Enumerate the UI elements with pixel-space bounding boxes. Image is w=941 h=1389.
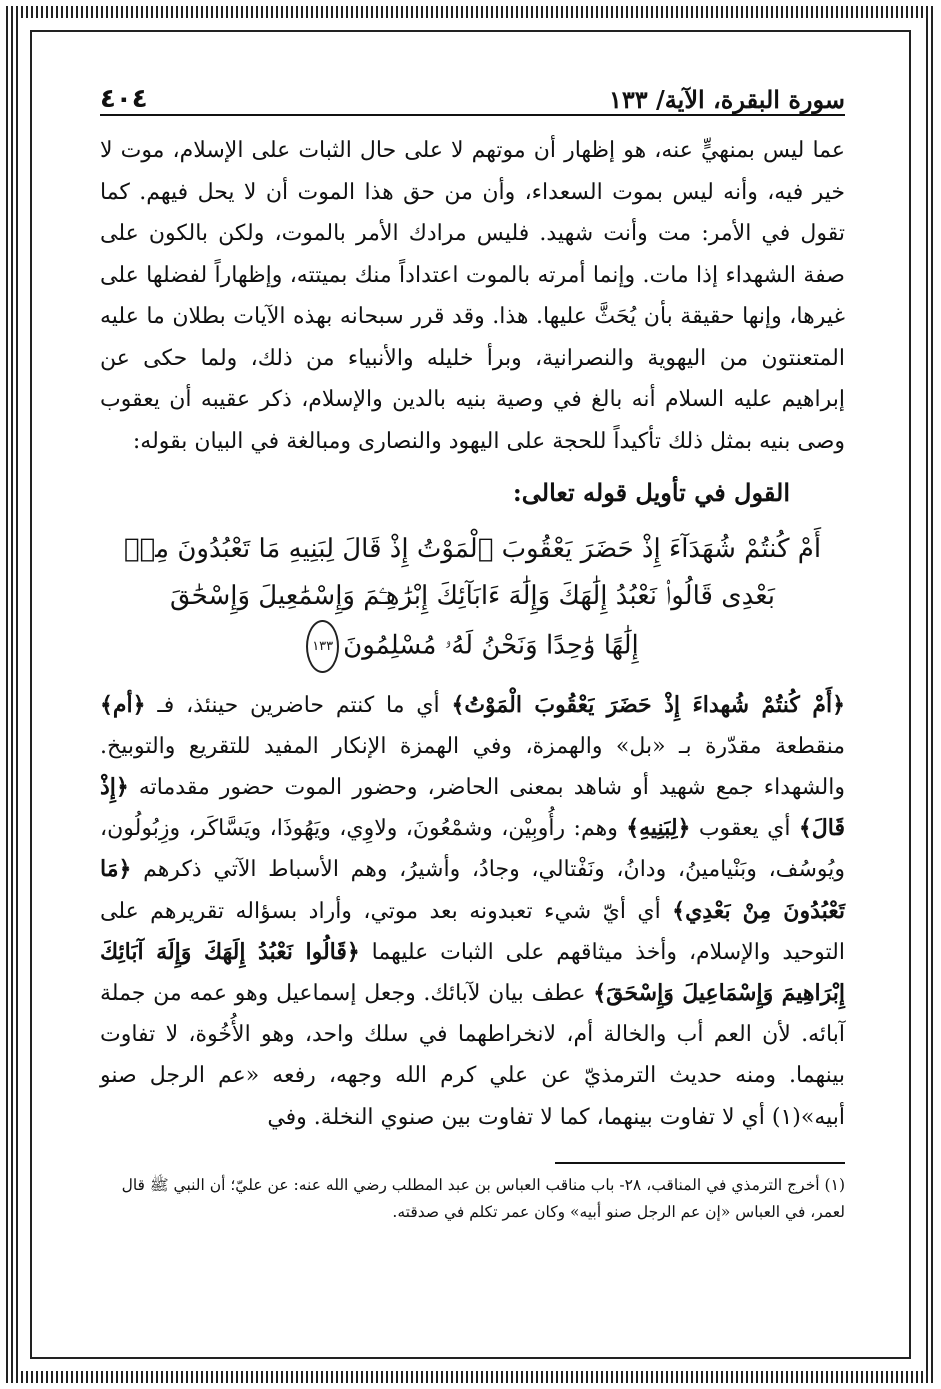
tafsir-text: أي ما كنتم حاضرين حينئذ، فـ [145,692,452,718]
tafsir-paragraph [100,685,845,1138]
verse-number-marker: ١٣٣ [306,620,339,673]
quran-line-3-text: إِلَٰهًا وَٰحِدًا وَنَحْنُ لَهُۥ مُسْلِمُونَ [343,630,639,660]
tafsir-text: عطف بيان لآبائك. وجعل إسماعيل وهو عمه من جملة آبائه. لأن العم أب والخالة أم، لانخراطهما في سلك واحد، وهو الأُخُوة، لا تفاوت بينهما. ومنه حديث الترمذيّ عن علي كرم الله وجهه، رفعه «عم الرجل صنو أبيه» [100,980,845,1130]
quran-quote: ﴿إِذْ قَالَ﴾ [100,773,845,842]
quran-verse [100,526,845,673]
tafsir-text: أي أيّ شيء تعبدونه بعد موتي، وأراد بسؤاله تقريرهم على التوحيد والإسلام، وأخذ ميثاقهم على الثبات عليهما [100,898,846,965]
main-text [100,130,845,1138]
quran-quote: ﴿لِبَنِيهِ﴾ [626,815,691,842]
footnote-separator [555,1162,845,1164]
quran-line-3 [100,620,845,673]
running-header [100,70,845,116]
quran-quote: ﴿أَمْ كُنتُمْ شُهداءَ إِذْ حَضَرَ يَعْقُوبَ الْمَوْتُ﴾ [451,691,845,718]
tafsir-text: أي يعقوب [690,816,799,842]
quran-quote: ﴿مَا تَعْبُدُونَ مِنْ بَعْدِي﴾ [100,856,845,924]
page-number: ٤٠٤ [100,84,148,114]
quran-line-2: بَعْدِى قَالُوا۟ نَعْبُدُ إِلَٰهَكَ وَإِلَٰهَ ءَابَآئِكَ إِبْرَٰهِـۧمَ وَإِسْمَٰعِيلَ وَإِسْحَٰقَ [170,580,775,611]
footnote [100,1172,845,1226]
section-heading: القول في تأويل قوله تعالى: [512,478,790,507]
intro-paragraph: عما ليس بمنهيٍّ عنه، هو إظهار أن موتهم لا على حال الثبات على الإسلام، موت لا خير فيه، وأنه ليس بموت السعداء، وأن من حق هذا الموت أن لا يحل فيهم. كما تقول في الأمر: مت وأنت شهيد. فليس مرادك الأمر بالموت، ولكن بالكون على صفة الشهداء إذا مات. وإنما أمرته بالموت اعتداداً منك بميتته، وإظهاراً لفضلها على غيرها، وإنها حقيقة بأن يُحَثَّ عليها. هذا. وقد قرر سبحانه بهذه الآيات بطلان ما عليه المتعنتون من اليهوية والنصرانية، وبرأ خليله والأنبياء من ذلك، ولما حكى عن إبراهيم عليه السلام أنه بالغ في وصية بنيه بالدين والإسلام، ذكر عقيبه أن يعقوب وصى بنيه بمثل ذلك تأكيداً للحجة على اليهود والنصارى ومبالغة في البيان بقوله: [100,138,846,454]
quran-quote: ﴿أم﴾ [100,691,146,718]
quran-line-1: أَمْ كُنتُمْ شُهَدَآءَ إِذْ حَضَرَ يَعْقُوبَ ٱلْمَوْتُ إِذْ قَالَ لِبَنِيهِ مَا تَعْبُدُونَ مِنۢ [123,533,822,564]
tafsir-text: (١) [771,1104,801,1130]
quran-quote: ﴿قَالُوا نَعْبُدُ إِلَهَكَ وَإِلَهَ آبَائِكَ إِبْرَاهِيمَ وَإِسْمَاعِيلَ وَإِسْحَقَ﴾ [100,938,845,1006]
footnote-marker: (١) [824,1175,845,1194]
tafsir-text: وهم: رأُوبِيْن، وشمْعُونَ، ولاوِي، ويَهُوذَا، ويَسَّاكَر، وزِبُولُون، ويُوسُف، وبَنْيامينُ، ودانُ، ونَفْتالي، وجادُ، وأشيرُ، وهم الأسباط الآتي ذكرهم [100,816,845,883]
tafsir-text: منقطعة مقدّرة بـ «بل» والهمزة، وفي الهمزة الإنكار المفيد للتقريع والتوبيخ. والشهداء جمع شهيد أو شاهد بمعنى الحاضر، وحضور الموت حضور مقدماته [100,733,845,800]
tafsir-text: أي لا تفاوت بينهما، كما لا تفاوت بين صنوي النخلة. وفي [267,1104,772,1130]
running-title: سورة البقرة، الآية/ ١٣٣ [608,85,845,114]
page [100,70,845,1226]
footnote-text: أخرج الترمذي في المناقب، ٢٨- باب مناقب العباس بن عبد المطلب رضي الله عنه: عن عليّ؛ أن النبي ﷺ قال لعمر، في العباس «إن عم الرجل صنو أبيه» وكان عمر تكلم في صدقته. [121,1175,845,1221]
